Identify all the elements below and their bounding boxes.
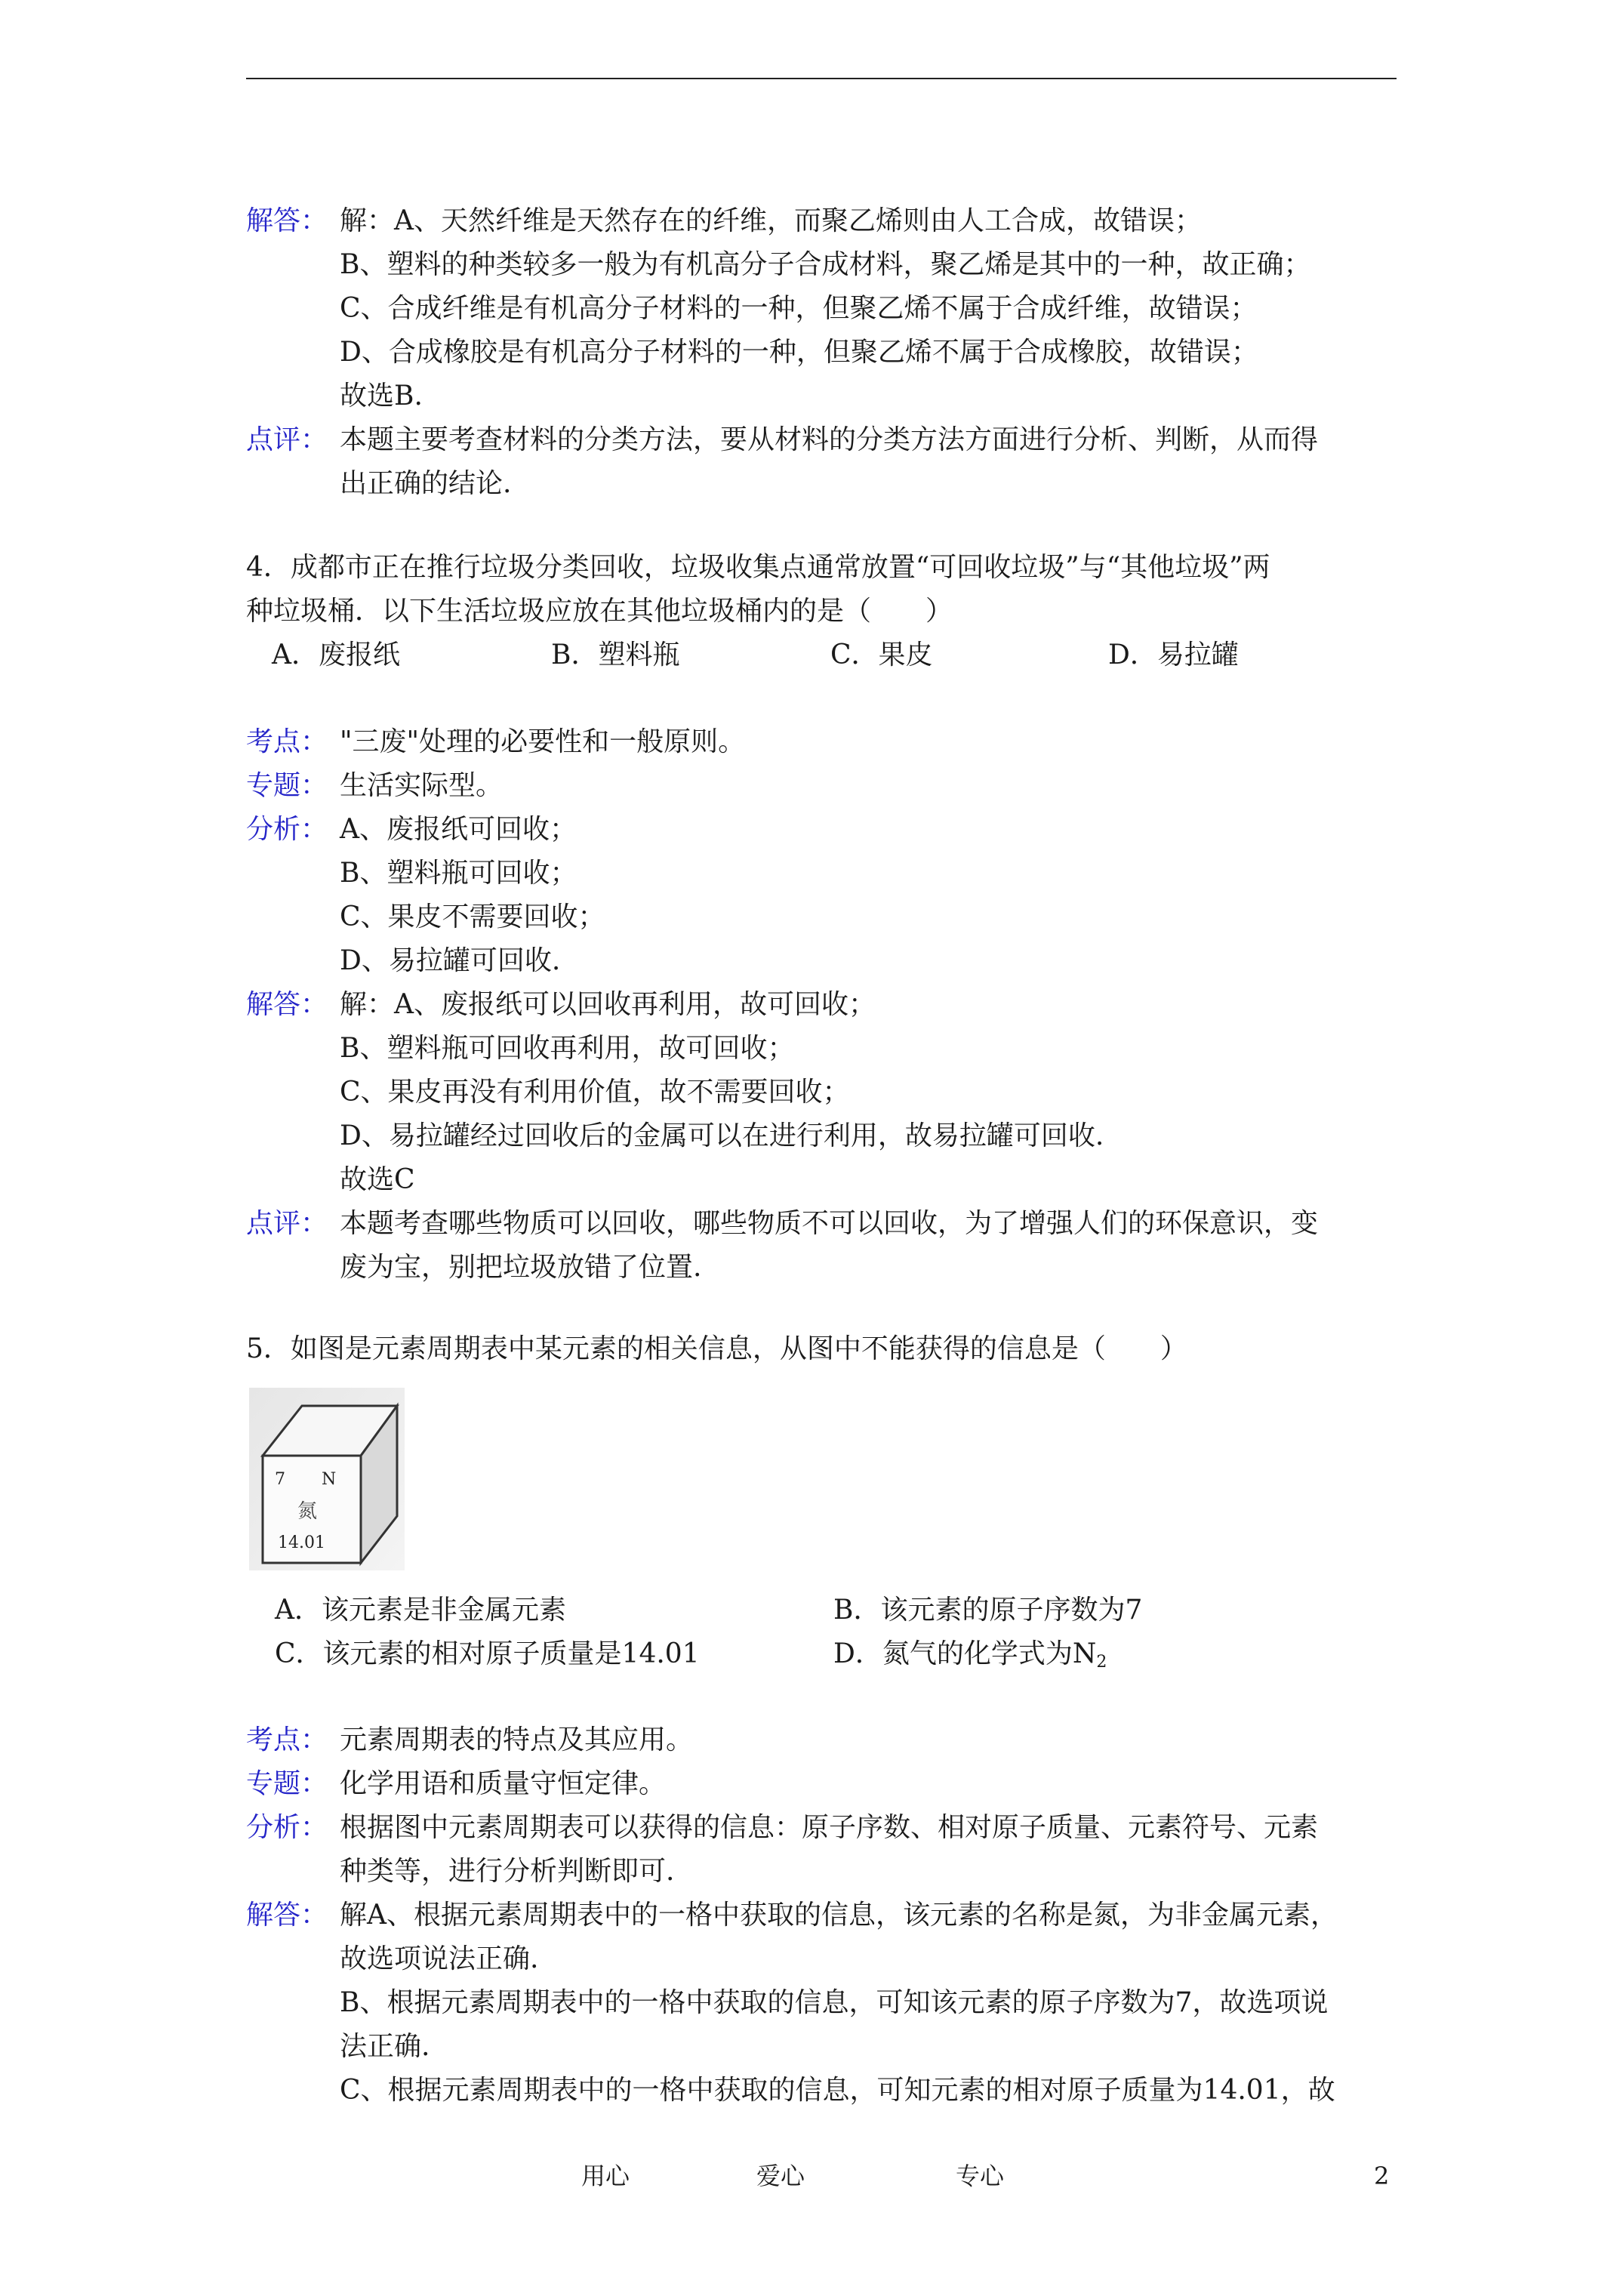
q4-fenxi-line-2: B、塑料瓶可回收； (340, 858, 577, 889)
q5-option-c: C．该元素的相对原子质量是14.01 (275, 1638, 700, 1669)
header-rule (246, 78, 1397, 79)
q4-option-b: B．塑料瓶 (551, 639, 680, 670)
label-fenxi: 分析： (246, 814, 328, 845)
page-number: 2 (1374, 2162, 1390, 2190)
q4-fenxi-line-1: A、废报纸可回收； (340, 814, 577, 845)
q4-option-d: D．易拉罐 (1108, 639, 1239, 670)
q4-option-c: C．果皮 (830, 639, 933, 670)
q4-jieda-line-5: 故选C (340, 1164, 415, 1195)
element-number: 7 (275, 1470, 285, 1489)
footer-left: 用心 (581, 2162, 630, 2190)
q4-stem-line-2: 种垃圾桶．以下生活垃圾应放在其他垃圾桶内的是（ ） (246, 596, 953, 627)
q4-jieda-line-2: B、塑料瓶可回收再利用，故可回收； (340, 1033, 795, 1064)
q5-option-b: B．该元素的原子序数为7 (833, 1595, 1143, 1626)
q3-jieda-line-2: B、塑料的种类较多一般为有机高分子合成材料，聚乙烯是其中的一种，故正确； (340, 249, 1311, 280)
label-jieda: 解答： (246, 1900, 328, 1931)
q5-jieda-line-4: 法正确. (340, 2031, 430, 2062)
q4-kaodian: "三废"处理的必要性和一般原则。 (340, 726, 746, 757)
q5-jieda-line-2: 故选项说法正确. (340, 1943, 539, 1974)
q4-option-a: A．废报纸 (272, 639, 400, 670)
element-name: 氮 (297, 1500, 318, 1523)
q5-option-d-subscript: 2 (1096, 1653, 1107, 1672)
q4-jieda-line-3: C、果皮再没有利用价值，故不需要回收； (340, 1077, 850, 1108)
footer-right: 专心 (956, 2162, 1005, 2190)
q5-zhuanti: 化学用语和质量守恒定律。 (340, 1768, 667, 1799)
q5-stem: 5．如图是元素周期表中某元素的相关信息，从图中不能获得的信息是（ ） (246, 1333, 1187, 1364)
element-cube-drawing (249, 1388, 405, 1570)
q5-jieda-line-1: 解A、根据元素周期表中的一格中获取的信息，该元素的名称是氮，为非金属元素， (340, 1900, 1338, 1931)
q3-jieda-line-3: C、合成纤维是有机高分子材料的一种，但聚乙烯不属于合成纤维，故错误； (340, 293, 1258, 324)
q5-option-d (833, 1637, 1107, 1680)
q3-jieda-line-5: 故选B. (340, 381, 423, 411)
label-dianping: 点评： (246, 1208, 328, 1239)
q4-stem-line-1: 4．成都市正在推行垃圾分类回收，垃圾收集点通常放置“可回收垃圾”与“其他垃圾”两 (246, 552, 1270, 583)
element-symbol: N (322, 1470, 337, 1489)
label-kaodian: 考点： (246, 726, 328, 757)
footer-middle: 爱心 (756, 2162, 805, 2190)
q5-fenxi-line-1: 根据图中元素周期表可以获得的信息：原子序数、相对原子质量、元素符号、元素 (340, 1812, 1319, 1843)
q5-option-a: A．该元素是非金属元素 (275, 1595, 566, 1626)
q3-jieda-line-4: D、合成橡胶是有机高分子材料的一种，但聚乙烯不属于合成橡胶，故错误； (340, 337, 1258, 368)
q3-jieda-line-1: 解：A、天然纤维是天然存在的纤维，而聚乙烯则由人工合成，故错误； (340, 205, 1202, 236)
label-zhuanti: 专题： (246, 1768, 328, 1799)
q5-fenxi-line-2: 种类等，进行分析判断即可. (340, 1856, 675, 1887)
q4-fenxi-line-4: D、易拉罐可回收. (340, 945, 561, 976)
q4-fenxi-line-3: C、果皮不需要回收； (340, 901, 605, 932)
label-kaodian: 考点： (246, 1724, 328, 1755)
element-cube-figure (249, 1388, 405, 1570)
label-dianping: 点评： (246, 424, 328, 455)
q5-kaodian: 元素周期表的特点及其应用。 (340, 1724, 694, 1755)
label-jieda: 解答： (246, 205, 328, 236)
label-zhuanti: 专题： (246, 770, 328, 801)
q3-dianping-line-2: 出正确的结论. (340, 468, 512, 499)
q5-option-d-text: D．氮气的化学式为N (833, 1638, 1097, 1669)
q4-dianping-line-1: 本题考查哪些物质可以回收，哪些物质不可以回收，为了增强人们的环保意识，变 (340, 1208, 1319, 1239)
q3-dianping-line-1: 本题主要考查材料的分类方法，要从材料的分类方法方面进行分析、判断，从而得 (340, 424, 1319, 455)
q4-jieda-line-4: D、易拉罐经过回收后的金属可以在进行利用，故易拉罐可回收. (340, 1120, 1104, 1151)
label-jieda: 解答： (246, 989, 328, 1020)
q5-jieda-line-3: B、根据元素周期表中的一格中获取的信息，可知该元素的原子序数为7，故选项说 (340, 1987, 1329, 2018)
q4-zhuanti: 生活实际型。 (340, 770, 504, 801)
q5-jieda-line-5: C、根据元素周期表中的一格中获取的信息，可知元素的相对原子质量为14.01，故 (340, 2075, 1335, 2106)
label-fenxi: 分析： (246, 1812, 328, 1843)
element-mass: 14.01 (278, 1533, 325, 1552)
q4-dianping-line-2: 废为宝，别把垃圾放错了位置. (340, 1252, 702, 1283)
q4-jieda-line-1: 解：A、废报纸可以回收再利用，故可回收； (340, 989, 876, 1020)
